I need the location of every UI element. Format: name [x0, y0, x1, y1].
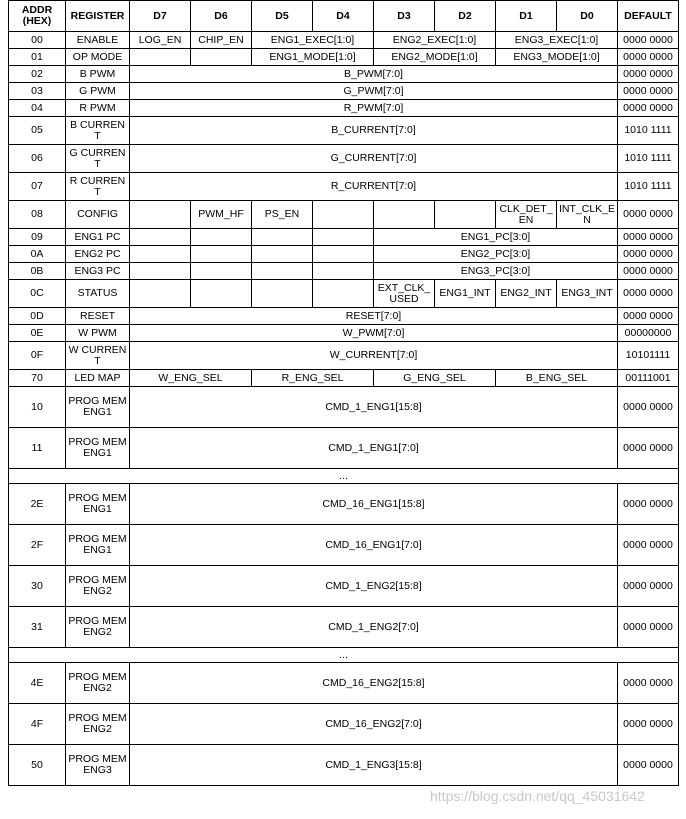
field-cell: CMD_1_ENG2[15:8] [130, 566, 618, 607]
addr-cell: 02 [9, 66, 66, 83]
register-row-prog-mem [9, 566, 679, 607]
default-cell: 0000 0000 [618, 32, 679, 49]
default-cell: 0000 0000 [618, 280, 679, 308]
field-cell: CMD_1_ENG1[15:8] [130, 387, 618, 428]
col-header-addr: ADDR (HEX) [9, 1, 66, 32]
bits-d3-d2-cell: ENG2_MODE[1:0] [374, 49, 496, 66]
field-cell: CMD_16_ENG1[15:8] [130, 484, 618, 525]
register-name-cell: B PWM [66, 66, 130, 83]
field-cell: B_CURRENT[7:0] [130, 117, 618, 145]
field-cell: ENG1_PC[3:0] [374, 229, 618, 246]
watermark-text: https://blog.csdn.net/qq_45031642 [430, 788, 645, 804]
default-cell: 00000000 [618, 325, 679, 342]
addr-cell: 4F [9, 704, 66, 745]
col-header-register: REGISTER [66, 1, 130, 32]
addr-cell: 04 [9, 100, 66, 117]
col-header-d5: D5 [252, 1, 313, 32]
register-row-config [9, 201, 679, 229]
bit-d0-cell: ENG3_INT [557, 280, 618, 308]
bits-d5-d4-cell: ENG1_EXEC[1:0] [252, 32, 374, 49]
bit-d7-cell: LOG_EN [130, 32, 191, 49]
field-cell: R_CURRENT[7:0] [130, 173, 618, 201]
register-row-prog-mem [9, 525, 679, 566]
register-row-g-current [9, 145, 679, 173]
register-row-prog-mem [9, 704, 679, 745]
col-header-d3: D3 [374, 1, 435, 32]
bits-d3-d2-cell: ENG2_EXEC[1:0] [374, 32, 496, 49]
register-name-cell: G PWM [66, 83, 130, 100]
register-row-prog-mem [9, 607, 679, 648]
register-name-cell: PROG MEM ENG1 [66, 387, 130, 428]
field-cell: CMD_1_ENG3[15:8] [130, 745, 618, 786]
addr-cell: 10 [9, 387, 66, 428]
register-name-cell: R CURRENT [66, 173, 130, 201]
addr-cell: 30 [9, 566, 66, 607]
default-cell: 0000 0000 [618, 229, 679, 246]
register-name-cell: PROG MEM ENG1 [66, 525, 130, 566]
addr-cell: 07 [9, 173, 66, 201]
bit-d0-cell: INT_CLK_EN [557, 201, 618, 229]
col-header-d6: D6 [191, 1, 252, 32]
bit-d3-cell [374, 201, 435, 229]
register-row-w-current [9, 342, 679, 370]
field-cell: CMD_16_ENG1[7:0] [130, 525, 618, 566]
register-row-status [9, 280, 679, 308]
header-row [9, 1, 679, 32]
register-row-r-current [9, 173, 679, 201]
default-cell: 0000 0000 [618, 308, 679, 325]
register-row-enable [9, 32, 679, 49]
addr-cell: 4E [9, 663, 66, 704]
default-cell: 0000 0000 [618, 83, 679, 100]
register-name-cell: LED MAP [66, 370, 130, 387]
addr-cell: 31 [9, 607, 66, 648]
field-cell: ENG3_PC[3:0] [374, 263, 618, 280]
addr-cell: 0D [9, 308, 66, 325]
default-cell: 0000 0000 [618, 387, 679, 428]
bit-d7-cell [130, 49, 191, 66]
bit-d1-cell: ENG2_INT [496, 280, 557, 308]
bits-d1-d0-cell: B_ENG_SEL [496, 370, 618, 387]
bit-d7-cell [130, 201, 191, 229]
default-cell: 0000 0000 [618, 246, 679, 263]
register-row-prog-mem [9, 428, 679, 469]
field-cell: G_CURRENT[7:0] [130, 145, 618, 173]
register-row-r-pwm [9, 100, 679, 117]
addr-cell: 08 [9, 201, 66, 229]
ellipsis-row [9, 648, 679, 663]
default-cell: 00111001 [618, 370, 679, 387]
register-name-cell: CONFIG [66, 201, 130, 229]
bit-d6-cell: PWM_HF [191, 201, 252, 229]
register-name-cell: STATUS [66, 280, 130, 308]
default-cell: 0000 0000 [618, 49, 679, 66]
default-cell: 0000 0000 [618, 201, 679, 229]
addr-cell: 01 [9, 49, 66, 66]
default-cell: 0000 0000 [618, 525, 679, 566]
addr-cell: 11 [9, 428, 66, 469]
register-row-b-current [9, 117, 679, 145]
register-row-prog-mem [9, 663, 679, 704]
register-row-prog-mem [9, 745, 679, 786]
bit-d2-cell [435, 201, 496, 229]
register-name-cell: ENG1 PC [66, 229, 130, 246]
register-row-op-mode [9, 49, 679, 66]
field-cell: G_PWM[7:0] [130, 83, 618, 100]
bits-d1-d0-cell: ENG3_EXEC[1:0] [496, 32, 618, 49]
bits-d5-d4-cell: R_ENG_SEL [252, 370, 374, 387]
field-cell: CMD_16_ENG2[7:0] [130, 704, 618, 745]
addr-cell: 2F [9, 525, 66, 566]
bits-d5-d4-cell: ENG1_MODE[1:0] [252, 49, 374, 66]
default-cell: 1010 1111 [618, 117, 679, 145]
register-row-led-map [9, 370, 679, 387]
default-cell: 0000 0000 [618, 704, 679, 745]
register-row-w-pwm [9, 325, 679, 342]
bit-d1-cell: CLK_DET_EN [496, 201, 557, 229]
addr-cell: 2E [9, 484, 66, 525]
register-name-cell: PROG MEM ENG2 [66, 663, 130, 704]
register-row-g-pwm [9, 83, 679, 100]
default-cell: 0000 0000 [618, 484, 679, 525]
addr-cell: 0C [9, 280, 66, 308]
addr-cell: 00 [9, 32, 66, 49]
default-cell: 0000 0000 [618, 566, 679, 607]
bit-d6-cell: CHIP_EN [191, 32, 252, 49]
default-cell: 10101111 [618, 342, 679, 370]
register-name-cell: PROG MEM ENG1 [66, 428, 130, 469]
addr-cell: 0B [9, 263, 66, 280]
bit-d3-cell: EXT_CLK_USED [374, 280, 435, 308]
bit-d2-cell: ENG1_INT [435, 280, 496, 308]
register-row-prog-mem [9, 484, 679, 525]
default-cell: 0000 0000 [618, 428, 679, 469]
bits-d3-d2-cell: G_ENG_SEL [374, 370, 496, 387]
default-cell: 0000 0000 [618, 66, 679, 83]
register-name-cell: OP MODE [66, 49, 130, 66]
register-name-cell: PROG MEM ENG2 [66, 566, 130, 607]
addr-cell: 0F [9, 342, 66, 370]
default-cell: 0000 0000 [618, 263, 679, 280]
default-cell: 0000 0000 [618, 607, 679, 648]
addr-cell: 03 [9, 83, 66, 100]
register-name-cell: B CURRENT [66, 117, 130, 145]
field-cell: ENG2_PC[3:0] [374, 246, 618, 263]
ellipsis-cell: ... [9, 469, 679, 484]
register-row-reset [9, 308, 679, 325]
register-name-cell: PROG MEM ENG3 [66, 745, 130, 786]
field-cell: W_CURRENT[7:0] [130, 342, 618, 370]
ellipsis-row [9, 469, 679, 484]
register-row-eng2-pc [9, 246, 679, 263]
field-cell: W_PWM[7:0] [130, 325, 618, 342]
register-row-prog-mem [9, 387, 679, 428]
field-cell: CMD_1_ENG2[7:0] [130, 607, 618, 648]
field-cell: CMD_16_ENG2[15:8] [130, 663, 618, 704]
register-name-cell: ENABLE [66, 32, 130, 49]
register-name-cell: RESET [66, 308, 130, 325]
register-name-cell: PROG MEM ENG2 [66, 607, 130, 648]
bit-d6-cell [191, 49, 252, 66]
col-header-d7: D7 [130, 1, 191, 32]
col-header-d1: D1 [496, 1, 557, 32]
register-name-cell: W PWM [66, 325, 130, 342]
addr-cell: 0A [9, 246, 66, 263]
field-cell: B_PWM[7:0] [130, 66, 618, 83]
register-row-eng3-pc [9, 263, 679, 280]
col-header-default: DEFAULT [618, 1, 679, 32]
addr-cell: 50 [9, 745, 66, 786]
col-header-d4: D4 [313, 1, 374, 32]
addr-cell: 06 [9, 145, 66, 173]
addr-cell: 05 [9, 117, 66, 145]
col-header-d2: D2 [435, 1, 496, 32]
field-cell: CMD_1_ENG1[7:0] [130, 428, 618, 469]
field-cell: R_PWM[7:0] [130, 100, 618, 117]
bit-d5-cell: PS_EN [252, 201, 313, 229]
addr-cell: 0E [9, 325, 66, 342]
bit-d4-cell [313, 201, 374, 229]
register-name-cell: PROG MEM ENG2 [66, 704, 130, 745]
bits-d7-d6-cell: W_ENG_SEL [130, 370, 252, 387]
register-map-table [8, 0, 679, 786]
register-row-b-pwm [9, 66, 679, 83]
register-name-cell: R PWM [66, 100, 130, 117]
register-row-eng1-pc [9, 229, 679, 246]
default-cell: 0000 0000 [618, 663, 679, 704]
field-cell: RESET[7:0] [130, 308, 618, 325]
register-name-cell: PROG MEM ENG1 [66, 484, 130, 525]
default-cell: 0000 0000 [618, 745, 679, 786]
register-name-cell: ENG3 PC [66, 263, 130, 280]
default-cell: 0000 0000 [618, 100, 679, 117]
col-header-d0: D0 [557, 1, 618, 32]
default-cell: 1010 1111 [618, 145, 679, 173]
register-name-cell: W CURRENT [66, 342, 130, 370]
register-name-cell: G CURRENT [66, 145, 130, 173]
bits-d1-d0-cell: ENG3_MODE[1:0] [496, 49, 618, 66]
register-name-cell: ENG2 PC [66, 246, 130, 263]
ellipsis-cell: ... [9, 648, 679, 663]
addr-cell: 70 [9, 370, 66, 387]
default-cell: 1010 1111 [618, 173, 679, 201]
addr-cell: 09 [9, 229, 66, 246]
